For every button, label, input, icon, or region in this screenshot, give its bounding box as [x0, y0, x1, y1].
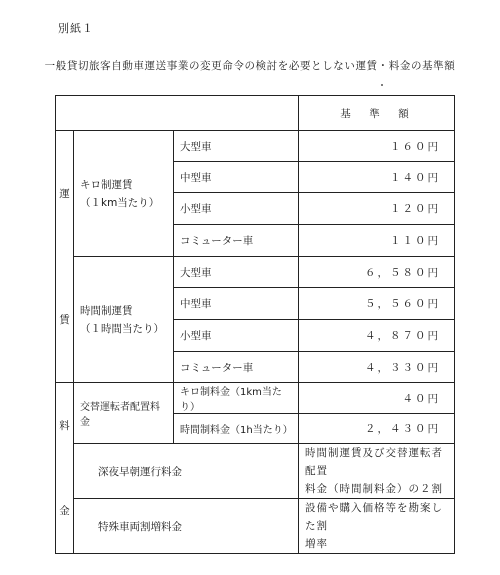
- late-night-charge-label: 深夜早朝運行料金: [74, 444, 299, 499]
- annex-label: 別紙１: [58, 22, 94, 35]
- km-fare-unit: （１km当たり）: [80, 196, 160, 209]
- relief-driver-charge-label: 交替運転者配置料金: [74, 383, 174, 444]
- fare-category-cell-bottom: [56, 257, 74, 383]
- fare-category-char-2: 賃: [59, 313, 70, 326]
- table-row: [56, 383, 455, 414]
- table-row: [56, 444, 455, 499]
- amount-cell: ６，５８０円: [299, 257, 455, 288]
- vehicle-cell: コミューター車: [174, 352, 299, 383]
- charge-category-char-1: 料: [59, 420, 70, 432]
- special-vehicle-charge-label: 特殊車両割増料金: [74, 499, 299, 554]
- fare-category-cell-top: [56, 131, 74, 257]
- fee-table: [55, 95, 455, 554]
- time-fare-label: 時間制運賃: [80, 304, 133, 317]
- amount-cell: ４，３３０円: [299, 352, 455, 383]
- amount-cell: １６０円: [299, 131, 455, 162]
- amount-cell: ４，８７０円: [299, 320, 455, 352]
- header-row: [56, 96, 455, 131]
- table-row: [56, 257, 455, 288]
- note-line: 増率: [305, 538, 329, 550]
- table-row: [56, 131, 455, 162]
- km-fare-label: キロ制運賃: [80, 178, 133, 191]
- fare-category-char-1: 運: [59, 188, 70, 201]
- amount-cell: １２０円: [299, 193, 455, 225]
- vehicle-cell: 大型車: [174, 257, 299, 288]
- charge-category-char-2: 金: [59, 505, 70, 517]
- time-fare-unit: （１時間当たり）: [80, 322, 164, 335]
- vehicle-cell: 大型車: [174, 131, 299, 162]
- note-line: 設備や購入価格等を勘案した割: [305, 502, 444, 532]
- charge-basis-cell: キロ制料金（1km当たり）: [174, 383, 299, 414]
- vehicle-cell: 中型車: [174, 162, 299, 193]
- table-row: [56, 499, 455, 554]
- amount-cell: １１０円: [299, 225, 455, 257]
- header-blank-cell: [56, 96, 299, 131]
- vehicle-cell: 小型車: [174, 320, 299, 352]
- vehicle-cell: 小型車: [174, 193, 299, 225]
- time-fare-cell: [74, 257, 174, 383]
- header-standard-amount: 基 準 額: [299, 96, 455, 131]
- charge-category-cell: [56, 383, 74, 554]
- amount-cell: １４０円: [299, 162, 455, 193]
- km-fare-cell: [74, 131, 174, 257]
- vehicle-cell: 中型車: [174, 288, 299, 320]
- late-night-charge-note: [299, 444, 455, 499]
- amount-cell: ４０円: [299, 383, 455, 414]
- note-line: 時間制運賃及び交替運転者配置: [305, 447, 444, 477]
- amount-cell: ５，５６０円: [299, 288, 455, 320]
- vehicle-cell: コミューター車: [174, 225, 299, 257]
- note-line: 料金（時間制料金）の２割: [305, 483, 444, 495]
- amount-cell: ２，４３０円: [299, 414, 455, 444]
- scan-speck: [381, 84, 383, 86]
- special-vehicle-charge-note: [299, 499, 455, 554]
- charge-basis-cell: 時間制料金（1h当たり）: [174, 414, 299, 444]
- document-title: 一般貸切旅客自動車運送事業の変更命令の検討を必要としない運賃・料金の基準額: [44, 60, 456, 72]
